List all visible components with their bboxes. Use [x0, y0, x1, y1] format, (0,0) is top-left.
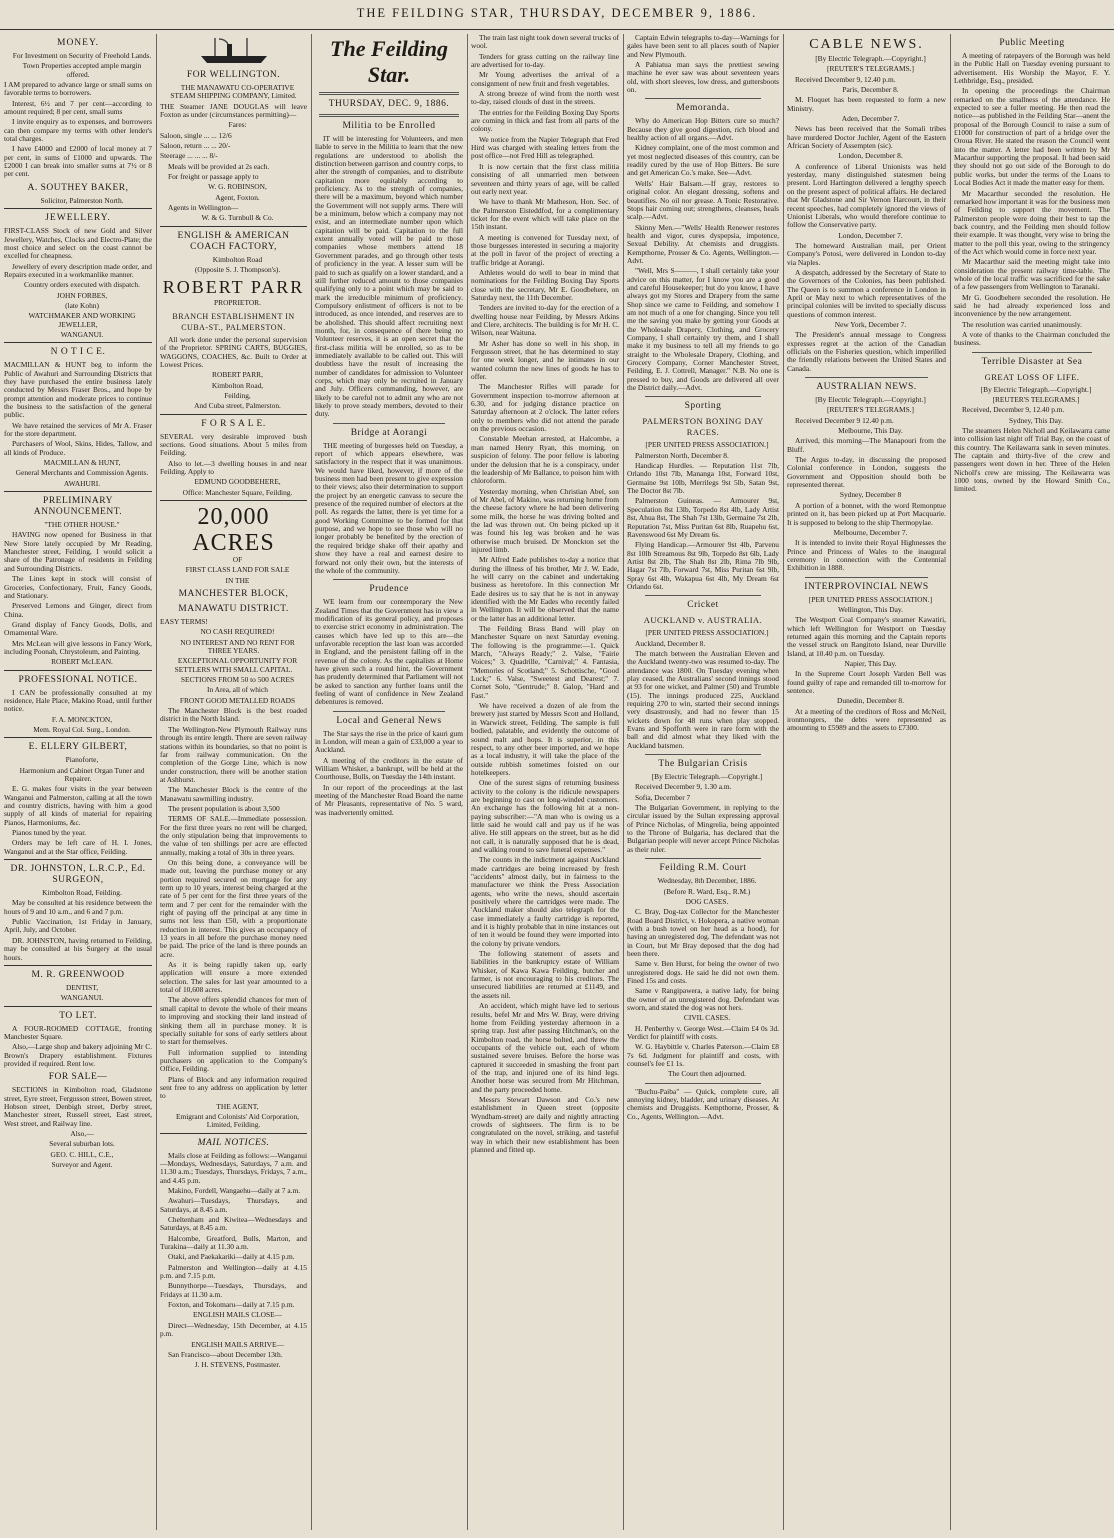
cable-text: In the Supreme Court Joseph Varden Bell was found guilty of rape and remanded till to-morrow for sentence. [787, 669, 946, 695]
article-text: A vote of thanks to the Chairman concluded the business. [954, 330, 1110, 348]
ad-text: SEVERAL very desirable improved bush sections. Good situations. About 5 miles from Feilding. [160, 431, 307, 458]
article-heading: Sporting [684, 401, 722, 412]
ad-heading: FOR WELLINGTON. [186, 70, 281, 80]
ad-heading: JEWELLERY. [45, 213, 111, 224]
ad-text: Also,— [70, 1128, 94, 1138]
ad-subheading: (Opposite S. J. Thompson's). [194, 265, 281, 275]
article-text: (Before R. Ward, Esq., R.M.) [663, 886, 751, 896]
column-6 [787, 34, 946, 1532]
article-text: Flying Handicap.—Armourer 9st 4lb, Parvenu 8st 10lb Streamous 8st 9lb, Torpedo 8st 6lb, Lady Artist 8st 2lb, The Shah 8st 2lb, Rima 7lb 9lb, Hagar 7st 7lb, Forward 7st, Miss Puritan 6st 9lb, Spray 6st 4lb, Wakapua 6st 4lb, My Dream 6st Orlando 6st. [627, 540, 779, 591]
article-byline: [PER UNITED PRESS ASSOCIATION.] [645, 628, 769, 638]
ad-text: Pianos tuned by the year. [12, 828, 87, 838]
article-heading: Cricket [687, 600, 719, 611]
mail-text: Otaki, and Paekakariki—daily at 4.15 p.m. [168, 1252, 295, 1262]
ad-text: The Manchester Block is the centre of the Manawatu sawmilling industry. [160, 785, 307, 803]
column-rule [623, 34, 624, 1530]
mail-text: Cheltenham and Kiwitea—Wednesdays and Saturdays, at 8.45 a.m. [160, 1215, 307, 1233]
ad-text: The above offers splendid chances for men of small capital to devote the whole of their means to improving and stocking their land instead of sinking them all in purchase money. It is specially suitable for sons of early settlers about to start for themselves. [160, 995, 307, 1047]
article-text: The steamers Helen Nicholl and Keilawarra came into collision last night off Trial Bay, on the coast of this country. The Keilawarra sank in seven minutes. The captain and thirty-five of the crew and passengers went down in her. Three of the Helen Nicholl's crew are missing. The Keilawarra was 1000 tons, owned by the Howard Smith Co., limited. [954, 426, 1110, 494]
article-byline: [REUTER'S TELEGRAMS.] [826, 64, 914, 74]
article-text: The resolution was carried unanimously. [962, 319, 1082, 329]
ad-text: EXCEPTIONAL OPPORTUNITY FOR SETTLERS WITH SMALL CAPITAL. [174, 656, 298, 674]
ad-signature-sub: Surveyor and Agent. [51, 1160, 113, 1169]
ad-text: FIRST-CLASS Stock of new Gold and Silver Jewellery, Watches, Clocks and Electro-Plate; the most choice and select on the coast cannot be excelled for cheapness. [4, 226, 152, 261]
ad-heading: BRANCH ESTABLISHMENT IN CUBA-ST., PALMERSTON. [172, 311, 295, 332]
ad-text: May be consulted at his residence between the hours of 9 and 10 a.m., and 6 and 7 p.m. [4, 898, 152, 916]
mail-text: San Francisco—about December 13th. [168, 1349, 283, 1359]
ad-text: Preserved Lemons and Ginger, direct from China. [4, 601, 152, 619]
ad-heading: FOR SALE— [48, 1072, 108, 1083]
ad-heading: PRELIMINARY ANNOUNCEMENT. [33, 496, 123, 518]
ad-subheading: FIRST CLASS LAND FOR SALE [185, 565, 290, 575]
mail-text: Mails close at Feilding as follows:—Wanganui—Mondays, Wednesdays, Saturdays, 7 a.m. and 11.30 a.m.; Tuesdays, Thursdays, Fridays, 7 a.m., and 4.45 p.m. [160, 1150, 307, 1185]
ad-signature-sub: Agent, Foxton. [215, 192, 260, 202]
article-text: Same v. Ben Hurst, for being the owner of two unregistered dogs. He said he did not own them. Fined 15s and costs. [627, 959, 779, 985]
ad-text: NO INTEREST AND NO RENT FOR THREE YEARS. [180, 637, 295, 656]
ad-text: Mrs McLean will give lessons in Fancy Work, including Poonah, Chrystoleum, and Painting. [4, 638, 152, 656]
ad-subheading: Harmonium and Cabinet Organ Tuner and Repairer. [19, 765, 145, 783]
news-item: Why do American Hop Bitters cure so much? Because they give good digestion, rich blood and healthy action of all organs.—Advt. [627, 116, 779, 143]
ad-signature-sub: AWAHURI. [63, 478, 101, 488]
article-text: Same v Rangipawera, a native lady, for being the owner of an unregistered dog. Defendant was sworn, and stated the dog was not hers. [627, 986, 779, 1012]
ad-text: Interest, 6½ and 7 per cent—according to amount required; 8 per cent, small sums [4, 98, 152, 117]
cable-text: News has been received that the Somali tribes have murdered Doctor Juchler, Agent of the Eastern African Society of Assempten (sic). [787, 124, 946, 151]
news-item: Kidney complaint, one of the most common and yet most neglected diseases of this country, can be readily cured by the use of Hop Bitters. Be sure and get American Co.'s make. See—Advt. [627, 143, 779, 178]
section-heading: CABLE NEWS. [809, 37, 924, 52]
ad-text: SECTIONS in Kimbolton road, Gladstone street, Eyre street, Fergusson street, Bowen street, Hobson street, Denbigh street, Derby street, Manchester street, Russell street, East street, West street, and Railway line. [4, 1085, 152, 1128]
ad-text: HAVING now opened for Business in that New Store lately occupied by Mr Reading, Manchester street, Feilding, I would solicit a share of the Patronage of residents in Feilding and Surrounding Districts. [4, 530, 152, 573]
news-item: Captain Edwin telegraphs to-day—Warnings for gales have been sent to all places south of Napier and New Plymouth. [627, 34, 779, 59]
article-text: W. G. Haybittle v. Charles Paterson.—Claim £8 7s 6d. Judgment for plaintiff and costs, with counsel's fee £1 1s. [627, 1042, 779, 1069]
article-text: Mr G. Goodbehere seconded the resolution. He said he had already experienced loss and inconvenience by the new arrangement. [954, 292, 1110, 319]
news-item: One of the surest signs of returning business activity to the colony is the ridicule newspapers are beginning to cast on long-winded customers. An exchange has the following hit at a non-paying subscriber:—"A man who is owing us a little said he would call and pay us if he was alive. He still appears on the street, but as he did not call, it is naturally supposed that he is dead, and walking round to save funeral expenses." [471, 778, 619, 854]
news-item: Mr Asher has done so well in his shop, in Fergusson street, that he has determined to stay for one week longer, and he intimates in our wanted column the new lines of goods he has to offer. [471, 338, 619, 382]
cable-text: Received December 9 12.40 p.m. [795, 415, 894, 425]
ad-text: Public Vaccination, 1st Friday in January, April, July, and October. [4, 917, 152, 935]
column-rule [950, 34, 951, 1530]
article-text: In opening the proceedings the Chairman remarked on the smallness of the attendance. He expected to see a fuller meeting. He then read the notice—as published in the Feilding Star—anent the proposal of the Borough Council to raise a sum of £1000 for construction of part of a bridge over the Oroua River. He stated the reason the Council went into the matter. A letter had been written by Mr Macarthur supporting the proposal. It had been said they should not go out side of the Borough to do public works, but under the terms of the Loans to Local Bodies Act it made the matter easy for them. [954, 86, 1110, 188]
ad-text: I CAN be professionally consulted at my residence, Hale Place, Makino Road, until further notice. [4, 687, 152, 714]
article-heading: Terrible Disaster at Sea [981, 356, 1083, 367]
news-item: Mr Young advertises the arrival of a consignment of new fruit and fresh vegetables. [471, 70, 619, 88]
news-item: An accident, which might have led to serious results, befel Mr and Mrs W. Bray, were driving home from Feilding yesterday afternoon in a spring trap. Just after passing Hitchman's, on the Kimbolton road, the horse bolted, and threw the occupants of the vehicle out, each of whom sustained severe bruises. Before the horse was captured it succeeded in smashing the front part of the trap, and injured one of its hind legs. Another horse was secured from Mr Hitchman, and the party proceeded home. [471, 1001, 619, 1094]
ad-signature: W. G. ROBINSON, [208, 182, 267, 192]
ad-signature: GEO. C. HILL, C.E., [50, 1149, 114, 1159]
ad-text: MACMILLAN & HUNT beg to inform the Public of Awahuri and Surrounding Districts that they have purchased the entire business lately conducted by Messrs Fraser Bros., and hope by prompt attention and moderate prices to continue the business to the satisfaction of the general public. [4, 360, 152, 420]
news-item: Skinny Men.—"Wells' Health Renewer restores health and vigor, cures dyspepsia, impotence, Sexual Debility. At chemists and druggists. Kempthorne, Prosser & Co. Agents, Wellington.—Advt. [627, 222, 779, 265]
masthead: The Feilding Star. [330, 36, 448, 87]
cable-text: Received December 9, 12.40 p.m. [795, 74, 896, 84]
ad-text: For Investment on Security of Freehold Lands. [12, 51, 152, 60]
article-heading: Local and General News [336, 715, 442, 726]
article-text: IT will be interesting for Volunteers, and men liable to serve in the Militia to learn that the new regulations are understood to abolish the distinction between garrison and country corps, to alter the strength of companies, and to distribute capitation more equitably according to proficiency. As to the strength of companies, there will be a maximum, beyond which number the Government will not supply arms. There will be a minimum, below which a company may not exist, and an intermediate number upon which capitation will be paid. Capitation to the full extent annually voted will be paid to those companies whose members attend 18 Government parades, and go through other tests of proficiency in the year. A lesser sum will be paid to such as qualify on a lower standard, and a still further reduced amount to those companies qualifying only to a point which may be said to mark the irreducible minimum of proficiency. Compulsory enlistment of officers is not to be introduced, as once intended, and reserves are to be abolished. This should affect recruiting next month, for, in consequence of there being no Volunteer reserves, it is an open secret that the first-class militia will be enrolled, so as to be immediately available to be called out. This will doubtless have the result of increasing the number of candidates for admission to Volunteer corps, which may only be recruited in January and July. Officers commanding, however, are likely to be careful not to admit any who are not likely to prove steady members, devoted to their duty. [315, 134, 463, 419]
cable-dateline: New York, December 7. [834, 319, 907, 329]
article-subheading: PALMERSTON BOXING DAY RACES. [642, 416, 764, 438]
ad-signature-sub: Mem. Royal Col. Surg., London. [33, 724, 131, 734]
land-ad-headline: 20,000 ACRES [192, 504, 275, 556]
news-item: The counts in the indictment against Auckland made cartridges are being increased by fresh "accidents" almost daily, but in fairness to the manufacturer we think the Press Association agents, who write the news, should ascertain positively where the cartridges were made. The 'Auckland maker should also telegraph for the case immediately a faulty cartridge is reported, and it is highly probable that in nine instances out of ten it would be found they were imported into the colony by private vendors. [471, 855, 619, 948]
ad-text: Jewellery of every description made order, and Repairs executed in a workmanlike manner. [4, 261, 152, 279]
ad-signature: ROBERT McLEAN. [51, 657, 113, 667]
mail-text: ENGLISH MAILS ARRIVE— [191, 1339, 284, 1349]
column-1 [4, 34, 152, 1532]
ad-text: IN THE [225, 575, 250, 585]
fare-row: Saloon, single ... ... 12/6 [160, 130, 232, 140]
article-text: Mr Macarthur seconded the resolution. He remarked how important it was for the business men of Feilding to support the movement. The Palmerston people were doing their best to tap the back country, and the Feilding men should follow their example. It was thought, very wise to bring the matter to the poll this year, owing to the stringency of the Act which would come in force next year. [954, 188, 1110, 256]
article-byline: [PER UNITED PRESS ASSOCIATION.] [808, 594, 933, 604]
news-item: The train last night took down several trucks of wool. [471, 34, 619, 51]
ad-text: All work done under the personal supervision of the Proprietor. SPRING CARTS, BUGGIES, WAGGONS, COACHES, &c. Built to Order at Lowest Prices. [160, 334, 307, 369]
cable-text: It is intended to invite their Royal Highnesses the Prince and Princess of Wales to the inaugural ceremony in connection with the Centennial Exhibition in 1888. [787, 538, 946, 573]
article-text: Received, December 9, 12.40 p.m. [962, 405, 1065, 415]
ad-heading: E. ELLERY GILBERT, [28, 742, 128, 753]
ad-signature-sub: Office: Manchester Square, Feilding. [182, 487, 293, 497]
ad-subheading: PROPRIETOR. [214, 297, 261, 307]
ad-text: Meals will be provided at 2s each. [168, 161, 270, 171]
article-heading: Memoranda. [676, 103, 730, 114]
cable-dateline: Melbourne, December 7. [833, 527, 908, 537]
article-heading: Militia to be Enrolled [342, 121, 436, 131]
ad-text: Agents in Wellington— [168, 203, 239, 213]
ad-text: We have retained the services of Mr A. Fraser for the store department. [4, 420, 152, 439]
ad-text: In Area, all of which [207, 685, 268, 695]
news-item: We have to thank Mr Matheson, Hon. Sec. of the Palmerston Eisteddfod, for a complimentary ticket for the event which will take place on the 15th instant. [471, 197, 619, 232]
ad-text: THE Steamer JANE DOUGLAS will leave Foxton as under (circumstances permitting)— [160, 101, 307, 120]
ad-heading: ENGLISH & AMERICAN COACH FACTORY, [177, 230, 290, 252]
article-text: Wednesday, 8th December, 1886. [657, 876, 757, 886]
ad-text: Several suburban lots. [49, 1139, 115, 1149]
page-header: THE FEILDING STAR, THURSDAY, DECEMBER 9, 1886. [0, 0, 1114, 30]
ad-text: Town Properties accepted ample margin offered. [22, 61, 142, 79]
ad-signature-sub: (late Kohn) [65, 300, 99, 310]
cable-text: The homeward Australian mail, per Orient Company's Potosi, were delivered in London to-day via Naples. [787, 240, 946, 267]
cable-dateline: Melbourne, This Day. [838, 426, 903, 436]
cable-dateline: London, December 7. [838, 230, 903, 240]
news-item: Wells' Hair Balsam.—If gray, restores to original color. An elegant dressing, softens and beautifies. No oil nor grease. A Tonic Restorative. Stops hair coming out; strengthens, cleanses, heals scalp.—Advt. [627, 178, 779, 222]
news-item: The Feilding Brass Band will play on Manchester Square on next Saturday evening. The following is the programme:—1. Quick March, "Always Ready;" 2. Valse, "Fairie Voices;" 3. Quadrille, "Carnival;" 4. Fantasia, "Memories of Scotland;" 5. Schottische, "Good Luck;" 6. Valse, "Sweetest and Dearest;" 7. Cornet Solo, "Gentrude;" 8. Galop, "Hard and Fast." [471, 624, 619, 700]
ad-text: FRONT GOOD METALLED ROADS [179, 695, 296, 705]
article-text: A meeting of ratepayers of the Borough was held in the Public Hall on Tuesday evening pursuant to advertisement. His Worship the Mayor, F. Y. Lethbridge, Esq., presided. [954, 51, 1110, 86]
article-text: THE meeting of burgesses held on Tuesday, a report of which appears elsewhere, was satisfactory in the respect that it was unanimous. We would have liked, however, if more of the business men had been present to give expression to their views; also their determination to support the project by an energetic canvass to secure the presence of the required number of electors at the poll. As regards the latter, there is yet time for a good Working Committee to be formed for that purpose, and we hope to see those who will no longer probably be benefited by the erection of the required bridge shake off their apathy and show they have a real and earnest desire to forward not only their own, but the interests of the whole of the community. [315, 440, 463, 575]
article-text: Received December 9, 1.30 a.m. [635, 782, 732, 792]
cable-text: A despatch, addressed by the Secretary of State to the Governors of the Colonies, has been published. The Queen is to summon a conference in London in April or May next to which representatives of the principal colonies will be invited to specially discuss questions of common interest. [787, 267, 946, 319]
fares-heading: Fares: [228, 120, 247, 130]
article-text: Palmerston North, December 8. [635, 450, 729, 460]
ad-heading: MANAWATU DISTRICT. [178, 604, 289, 615]
article-text: H. Penberthy v. George West.—Claim £4 0s 3d. Verdict for plaintiff with costs. [627, 1023, 779, 1041]
ad-text: Orders may be left care of H. I. Jones, Wanganui and at the Star office, Feilding. [4, 838, 152, 856]
ad-heading: PROFESSIONAL NOTICE. [18, 674, 138, 685]
ad-text: Full information supplied to intending purchasers on application to the Company's Office, Feilding. [160, 1047, 307, 1074]
column-rule [311, 34, 312, 1530]
article-text: Handicap Hurdles. — Reputation 11st 7lb, Orlando 10st 7lb, Mananga 10st, Forward 10st, Germaine 9st 10lb, Merrilegs 9st 5lb, Satan 9st, The Doctor 8st 7lb. [627, 461, 779, 496]
ad-text: As it is being rapidly taken up, early application will ensure a more extended selection. The sales for last year amounted to a total of 10,608 acres. [160, 960, 307, 995]
ad-text: The Wellington-New Plymouth Railway runs through its entire length. There are seven railway stations within its boundaries, so that no point is far from railway communication. On the completion of the Gorge Line, which is now under construction, there will be another station at Ashhurst. [160, 724, 307, 784]
cable-dateline: Napier, This Day. [844, 658, 897, 668]
article-text: C. Bray, Dog-tax Collector for the Manchester Road Board District, v. Hokopera, a native woman (with a bush towel on her head as a hood), for having an unregistered dog. The defendant was not in Court, but Mr Bray deposed that the dog had been there. [627, 907, 779, 958]
news-item: The Manchester Rifles will parade for Government inspection to-morrow afternoon at 6.30, and for judging distance practice on Saturday afternoon at 2 o'clock. The latter refers only to members who did not attend the parade on the previous occasion. [471, 382, 619, 434]
cable-dateline: London, December 8. [838, 151, 903, 161]
masthead-date: THURSDAY, DEC. 9, 1886. [328, 99, 450, 109]
news-item: A Pahiatua man says the prettiest sewing machine he ever saw was about seventeen years old, with short sleeves, low dress, and guttersboots on. [627, 60, 779, 95]
ad-text: I AM prepared to advance large or small sums on favorable terms to borrowers. [4, 80, 152, 98]
cable-text: A portion of a bonnet, with the word Remonptue printed on it, has been picked up at Port Macquarie. It is supposed to belong to the ship Thermopylae. [787, 500, 946, 527]
mail-text: Halcombe, Greatford, Bulls, Marton, and Turakina—daily at 11.30 a.m. [160, 1233, 307, 1252]
mail-text: Foxton, and Tokomaru—daily at 7.15 p.m. [168, 1300, 295, 1310]
article-byline: [REUTER'S TELEGRAMS.] [826, 405, 914, 415]
mail-text: ENGLISH MAILS CLOSE— [192, 1310, 283, 1320]
ad-subheading: DENTIST, [65, 982, 99, 992]
article-text: The match between the Australian Eleven and the Auckland twenty-two was resumed to-day. The attendance was 1800. On Tuesday evening when play ceased, the Australians' second innings stood at 93 for one wicket, and Palmer (50) and Trumble (15). The innings produced 225, Auckland requiring 270 to win, started their second innings very disastrously, and had no fewer than 15 wickets down for 48 runs when play stopped. Evans and Spofforth were in rare form with the ball and did almost what they liked with the Auckland batsmen. [627, 648, 779, 750]
news-item: The entries for the Feilding Boxing Day Sports are coming in thick and fast from all parts of the colony. [471, 107, 619, 134]
ad-text: I invite enquiry as to expenses, and borrowers can then compare my terms with other lender's total charges. [4, 117, 152, 144]
ad-signature: A. SOUTHEY BAKER, [27, 182, 129, 193]
ad-text: Purchasers of Wool, Skins, Hides, Tallow, and all kinds of Produce. [4, 439, 152, 457]
mail-text: Palmerston and Wellington—daily at 4.15 p.m. and 7.15 p.m. [160, 1262, 307, 1281]
ad-text: The present population is about 3,500 [168, 803, 280, 813]
ad-text: Plans of Block and any information required sent free to any address on application by letter to [160, 1074, 307, 1101]
ad-text: NO CASH REQUIRED! [200, 627, 275, 637]
column-2 [160, 34, 307, 1532]
ad-text: Country orders executed with dispatch. [24, 280, 140, 290]
news-item: A strong breeze of wind from the north west to-day, raised clouds of dust in the streets. [471, 89, 619, 107]
ad-signature-sub: Kimbolton Road, [211, 380, 264, 390]
ad-signature: THE AGENT, [216, 1101, 259, 1111]
news-item: Mr Alfred Eade publishes to-day a notice that during the illness of his brother, Mr J. W. Eade, he will carry on the cabinet and undertaking business as heretofore. In this connection Mr Eade desires us to say that he is not in anyway identified with the Mr Eades who recently failed in Wellington. It will be observed that the name or the latter has an additional letter. [471, 555, 619, 623]
cable-dateline: Dunedin, December 8. [837, 696, 904, 706]
article-heading: Prudence [369, 584, 409, 595]
article-dateline: Sydney, This Day. [1009, 415, 1063, 425]
ad-heading: MONEY. [57, 38, 99, 48]
ad-subheading: Pianoforte, [65, 755, 99, 765]
mail-text: Makino, Fordell, Wangaehu—daily at 7 a.m. [168, 1186, 301, 1195]
article-text: The Bulgarian Government, in replying to the circular issued by the Sultan expressing approval of Prince Nicholas, of Mingrelia, being appointed to the Throne of Bulgaria, has declared that the Bulgarian people will never accept Prince Nicholas as their ruler. [627, 803, 779, 854]
news-item: A meeting of the creditors in the estate of William Whisker, a bankrupt, will be held at the Courthouse, Bulls, on Tuesday the 14th instant. [315, 755, 463, 782]
article-heading: Public Meeting [999, 38, 1065, 48]
cable-dateline: Sydney, December 8 [839, 490, 902, 500]
ad-subheading: Kimbolton Road [212, 254, 263, 264]
column-3 [315, 34, 463, 1532]
ad-text: Grand display of Fancy Goods, Dolls, and Ornamental Ware. [4, 619, 152, 638]
news-item: Athletes would do well to bear in mind that nominations for the Feilding Boxing Day Sports close with the secretary, Mr E. Goodbehere, on Saturday next, the 11th December. [471, 267, 619, 302]
article-text: The Court then adjourned. [668, 1069, 746, 1079]
news-item: The Star says the rise in the price of kauri gum in London, will mean a gain of £33,000 a year to Auckland. [315, 728, 463, 755]
ad-text: SECTIONS FROM 50 to 500 ACRES [180, 675, 295, 685]
ad-signature-sub: General Merchants and Commission Agents. [15, 468, 149, 478]
article-byline: [REUTER'S TELEGRAMS.] [992, 395, 1080, 405]
ad-signature: JOHN FORBES, [56, 290, 108, 300]
article-text: DOG CASES. [685, 896, 729, 906]
ad-heading: DR. JOHNSTON, L.R.C.P., Ed. SURGEON, [10, 864, 146, 886]
cable-dateline: Wellington, This Day. [838, 604, 903, 614]
ad-heading: M. R. GREENWOOD [31, 969, 125, 980]
news-item: It is now certain that the first class militia consisting of all unmarried men between seventeen and thirty years of age, will be called out early next year. [471, 161, 619, 196]
news-item: In our report of the proceedings at the last meeting of the Manchester Road Board the name of Mr Pleasants, representative of No. 5 ward, was inadvertently omitted. [315, 782, 463, 817]
mail-text: Awahuri—Tuesdays, Thursdays, and Saturdays, at 8.45 a.m. [160, 1196, 307, 1214]
news-item: "Buchu-Paiba" — Quick, complete cure, all annoying kidney, bladder, and urinary diseases. At chemists and Druggists. Kempthorne, Prosser, & Co., Agents, Wellington.—Advt. [627, 1086, 779, 1121]
section-heading: AUSTRALIAN NEWS. [816, 382, 917, 393]
mail-text: Direct—Wednesday, 15th December, at 4.15 p.m. [160, 1320, 307, 1339]
cable-text: Arrived, this morning—The Manapouri from the Bluff. [787, 436, 946, 454]
ad-signature: EDMUND GOODBEHERE, [194, 477, 281, 487]
ad-text: For freight or passage apply to [168, 172, 259, 182]
news-item: We notice from the Napier Telegraph that Fred Hird was charged with stealing letters from the post office—not Fred Hill as telegraphed. [471, 134, 619, 161]
article-text: CIVIL CASES. [683, 1013, 731, 1023]
cable-dateline: Paris, December 8. [842, 85, 899, 95]
article-byline: [By Electric Telegraph.—Copyright.] [815, 54, 926, 63]
fare-row: Saloon, return ... ... 20/- [160, 141, 231, 151]
news-item: A meeting is convened for Tuesday next, of those burgesses interested in securing a majority at the poll in favor of the project of erecting a traffic bridge at Aorangi. [471, 232, 619, 267]
ad-text: TERMS OF SALE.—Immediate possession. For the first three years no rent will be charged, the only stipulation being that improvements to the value of ten shillings per acre are effected annually, making a total of 30s in three years. [160, 814, 307, 857]
section-heading: INTERPROVINCIAL NEWS [804, 581, 929, 592]
column-rule [467, 34, 468, 1530]
news-item: Yesterday morning, when Christian Abel, son of Mr Abel, of Makino, was returning home from the cheese factory where he had been delivering some milk, the horse he was driving bolted and the lad was thrown out. On being picked up it was found his leg was broken and he was otherwise much bruised. Dr Monckton set the injured limb. [471, 486, 619, 554]
news-item: Messrs Stewart Dawson and Co.'s new establishment in Queen street (opposite Wyndham-street) are daily and nightly attracting crowds of sightseers. The firm is to be congratulated on the novel, striking, and tasteful way in which their new establishment has been planned and fitted up. [471, 1094, 619, 1154]
ad-text: Also,—Large shop and bakery adjoining Mr C. Brown's Drapery establishment. Fixtures provided if required. Rent low. [4, 1042, 152, 1068]
article-heading: The Bulgarian Crisis [658, 759, 748, 770]
ad-big-heading: ROBERT PARR [162, 276, 305, 297]
ad-text: DR. JOHNSTON, having returned to Feilding, may be consulted at his Surgery at the usual hours. [4, 935, 152, 962]
news-item: The following statement of assets and liabilities in the bankruptcy estate of William Whisker, of Kawa Kawa Feilding, butcher and farmer, is not encouraging to his creditors. The unsecured liabilities are returned at £1149, and the assets nil. [471, 949, 619, 1000]
ad-text: The Manchester Block is the best roaded district in the North Island. [160, 706, 307, 724]
ad-subheading: WANGANUI. [60, 993, 104, 1003]
article-text: WE learn from our contemporary the New Zealand Times that the Government has in view a modification of its general policy, and proposes to exercise strict economy in administration. The causes which have led up to this are—the unfavorable reception the last loan was accorded in England, and the persistent falling off in the revenue of the colony. As the capitalists at Home have given such a round hint, the Government has prudently determined that Parliament will not be asked to sanction any further loans until the feeling of want of confidence in New Zealand debentures is removed. [315, 597, 463, 707]
steamship-icon [197, 36, 271, 66]
ad-text: The Lines kept in stock will consist of Groceries, Confectionary, Fruit, Fancy Goods, and Stationary. [4, 574, 152, 600]
ad-text: OF [232, 555, 243, 564]
ad-signature-sub: Feilding, [224, 390, 251, 400]
article-text: Auckland, December 8. [635, 638, 706, 648]
news-item: We have received a dozen of ale from the brewery just started by Messrs Scott and Holland, in Warwick street, Feilding. The sample is full bodied, palatable, and evidently the outcome of sound malt and hops. It is superior, in this respect, to any other beer imported, and we hope as a local industry, it will take the place of the outside rubbish sometimes foisted on our hotelkeepers. [471, 701, 619, 777]
article-byline: [PER UNITED PRESS ASSOCIATION.] [645, 440, 769, 450]
ad-signature-sub: Emigrant and Colonists' Aid Corporation, Limited, Feilding. [175, 1111, 300, 1130]
ad-text: Also to let.—3 dwelling houses in and near Feilding. Apply to [160, 458, 307, 476]
article-byline: [By Electric Telegraph.—Copyright.] [980, 384, 1092, 394]
news-item: Tenders are invited to-day for the erection of a dwelling house near Feilding, by Messrs Atkins and Clere, architects. The building is for Mr H. C. Wilson, near Waituna. [471, 303, 619, 338]
ad-heading: MAIL NOTICES. [197, 1137, 270, 1148]
ad-signature: J. H. STEVENS, Postmaster. [194, 1360, 281, 1370]
article-text: Palmerston Guineas. — Armourer 9st, Speculation 8st 13lb, Torpedo 8st 4lb, Lady Artist 8st, Ahua 8st, The Shah 7st 13lb, Germaine 7st 2lb, Reputation 7st, Miss Puritan 6st 8lb, Ruapehu 6st, Ravenswood 6st My Dream 6s. [627, 496, 779, 539]
cable-text: The Argus to-day, in discussing the proposed Colonial conference in London, suggests the Government and Opposition should both be represented thereat. [787, 455, 946, 490]
ad-signature-sub: WATCHMAKER AND WORKING JEWELLER, [28, 311, 136, 329]
ad-subheading: Kimbolton Road, Feilding. [42, 888, 122, 898]
article-byline: [By Electric Telegraph.—Copyright.] [651, 772, 763, 782]
ad-text: EASY TERMS! [160, 617, 208, 627]
ad-signature-sub: Solicitor, Palmerston North. [40, 195, 124, 205]
ad-subheading: "THE OTHER HOUSE." [44, 520, 120, 530]
column-rule [156, 34, 157, 1530]
article-subheading: GREAT LOSS OF LIFE. [984, 371, 1080, 382]
news-item: "Well, Mrs S———, I shall certainly take your advice on this matter, for I know you are a good and careful Housekeeper; but do you know, I have always got my Stores and Drapery from the same Shop since we came to Feilding, and somehow I am not much of a one for changing. Since you tell me the saving you make by getting your Goods at the Wholesale Drapery, Clothing, and Grocery Company, I shall certainly try them, and I shall make it my business to tell all my friends to go straight to the Wholesale Drapery, Clothing, and Grocery Company, Corner Manchester Street, Feilding, E. J. Cottrell, Manager." N.B. No one is pressed to buy, and Goods are delivered all over the District daily.—Advt. [627, 266, 779, 393]
ad-heading: TO LET. [59, 1010, 97, 1021]
ad-heading: F O R S A L E. [201, 418, 266, 429]
cable-text: M. Floquet has been requested to form a new Ministry. [787, 95, 946, 113]
article-text: Sofia, December 7 [635, 792, 691, 802]
column-5 [627, 34, 779, 1532]
ad-text: E. G. makes four visits in the year between Wanganui and Palmerston, calling at all the town and country districts, having with him a good supply of all kinds of material for repairing Pianos, Harmoniums, &c. [4, 784, 152, 827]
article-heading: Feilding R.M. Court [659, 863, 747, 874]
ad-text: On this being done, a conveyance will be made out, leaving the purchase money or any portion required secured on mortgage for any term up to 10 years, interest being charged at the rate of 5 per cent for the first three years of the term and 7 per cent for the remainder with the right of paying off the principal at any time in sums not less than £50, with a proportionate reduction in interest. This gives an occupancy of 13 years in all before the purchase money need be paid. The price of the land is three pounds an acre. [160, 857, 307, 959]
ad-heading: MANCHESTER BLOCK, [178, 589, 289, 600]
cable-text: At a meeting of the creditors of Ross and McNeil, ironmongers, the debts were represented as amounting to £5989 and the assets to £7300. [787, 706, 946, 733]
ad-signature: MACMILLAN & HUNT, [43, 458, 121, 468]
ad-heading: N O T I C E. [50, 347, 106, 358]
ad-signature-sub: WANGANUI. [60, 329, 104, 339]
ad-text: I have £4000 and £2000 of local money at 7 per cent, in sums of £1000 and upwards. The £2000 I can break into smaller sums at 7½ or 8 per cent. [4, 144, 152, 179]
ad-signature: F. A. MONCKTON, [51, 714, 113, 724]
ad-signature: ROBERT PARR, [212, 370, 263, 380]
cable-text: The President's annual message to Congress expresses regret at the action of the Canadian officials on the Fisheries question, which imperilled the friendly relations between the United States and Canada. [787, 330, 946, 373]
cable-dateline: Aden, December 7. [841, 114, 900, 124]
article-heading: Bridge at Aorangi [350, 427, 428, 438]
ad-text: And Cuba street, Palmerston. [194, 401, 281, 411]
article-byline: [By Electric Telegraph.—Copyright.] [815, 395, 926, 405]
cable-text: A conference of Liberal Unionists was held yesterday, many distinguished statesmen being present. Lord Hartington delivered a lengthy speech on the present aspect of political affairs. He declared that Mr Gladstone and Sir Vernon Harcourt, in their recent speeches, had completely ignored the views of Unionist Liberals, who would therefore continue to follow the Conservative party. [787, 161, 946, 230]
article-subheading: AUCKLAND v. AUSTRALIA. [643, 615, 763, 626]
ad-subheading: THE MANAWATU CO-OPERATIVE STEAM SHIPPING COMPANY, Limited. [170, 83, 297, 101]
column-4 [471, 34, 619, 1532]
cable-text: The Westport Coal Company's steamer Kawatiri, which left Wellington for Westport on Tuesday returned again this morning and the Captain reports the vessel struck on Rangitoto Island, near Durville Island, at 10.40 p.m. on Tuesday. [787, 615, 946, 658]
column-rule [783, 34, 784, 1530]
mail-text: Bunnythorpe—Tuesdays, Thursdays, and Fridays at 11.30 a.m. [160, 1281, 307, 1299]
news-item: Constable Meehan arrested, at Halcombe, a man named Henry Ryan, this morning, on suspicion of felony. The poor fellow is laboring under the delusion that he is a conspiracy, under the leadership of Mr Ballance, to poison him with chloroform. [471, 434, 619, 486]
column-7 [954, 34, 1110, 1532]
ad-text: A FOUR-ROOMED COTTAGE, fronting Manchester Square. [4, 1023, 152, 1041]
fare-row: Steerage ... ... ... 8/- [160, 151, 218, 161]
article-text: Mr Macarthur said the meeting might take into consideration the present railway time-table. The whole of the local traffic was sacrificed for the sake of a few passengers from Wellington to Taranaki. [954, 257, 1110, 292]
ad-text: W. & G. Turnbull & Co. [201, 213, 274, 223]
news-item: Tenders for grass cutting on the railway line are advertised for to-day. [471, 51, 619, 70]
